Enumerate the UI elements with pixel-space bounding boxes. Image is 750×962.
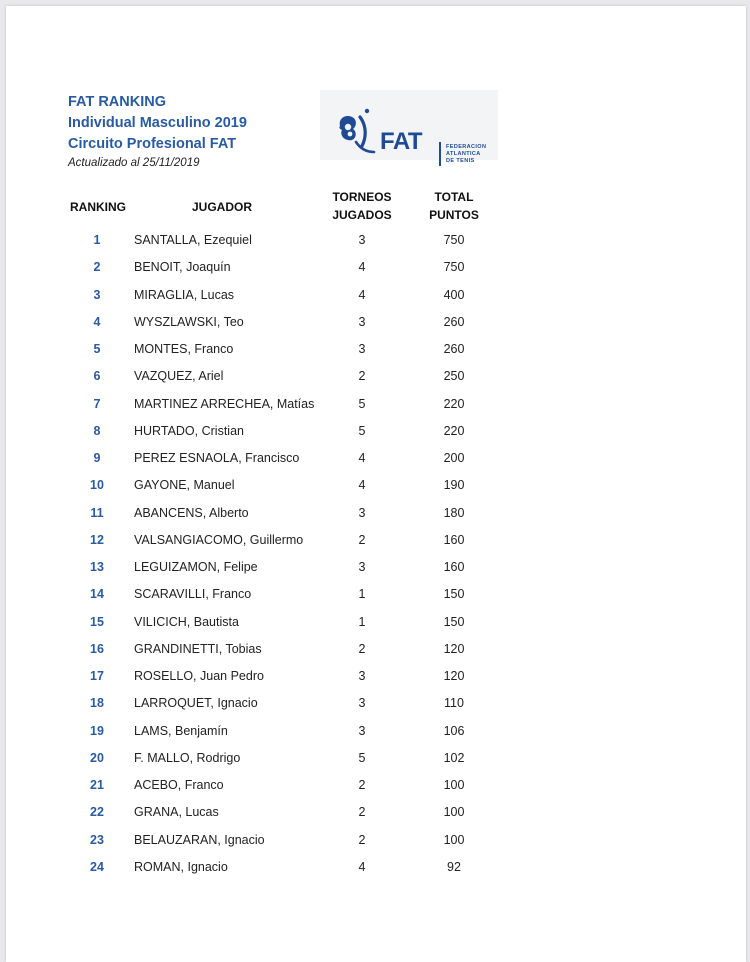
- table-row: [6, 394, 746, 414]
- player-name-cell: GRANA, Lucas: [134, 805, 219, 820]
- points-cell: 250: [443, 369, 465, 384]
- player-name-cell: VILICICH, Bautista: [134, 614, 239, 629]
- rank-cell: 23: [90, 832, 104, 847]
- table-row: [6, 312, 746, 332]
- table-row: [6, 285, 746, 305]
- column-header-jugador: JUGADOR: [191, 200, 252, 214]
- table-row: [6, 802, 746, 822]
- table-row: [6, 448, 746, 468]
- logo-divider: [439, 142, 441, 166]
- column-header-torneos: TORNEOS JUGADOS: [332, 190, 392, 222]
- logo-federation-text: FEDERACION ATLANTICA DE TENIS: [446, 144, 487, 164]
- tournaments-cell: 2: [358, 832, 366, 847]
- table-row: [6, 775, 746, 795]
- tournaments-cell: 3: [358, 233, 366, 247]
- fat-logo: [320, 90, 498, 164]
- points-cell: 120: [443, 641, 465, 656]
- points-cell: 260: [443, 314, 465, 329]
- points-cell: 100: [443, 805, 465, 820]
- player-name-cell: GAYONE, Manuel: [134, 478, 235, 493]
- rank-cell: 24: [90, 859, 104, 874]
- rank-cell: 18: [90, 696, 104, 711]
- rank-cell: 19: [90, 723, 104, 738]
- player-name-cell: SANTALLA, Ezequiel: [134, 233, 252, 247]
- points-cell: 92: [447, 859, 461, 874]
- table-row: [6, 666, 746, 686]
- player-name-cell: WYSZLAWSKI, Teo: [134, 314, 244, 329]
- rank-cell: 20: [90, 750, 104, 765]
- table-row: [6, 366, 746, 386]
- tournaments-cell: 4: [358, 451, 366, 465]
- points-cell: 180: [443, 505, 465, 520]
- update-date: Actualizado al 25/11/2019: [68, 157, 200, 169]
- player-name-cell: ROMAN, Ignacio: [134, 859, 228, 874]
- table-row: [6, 475, 746, 495]
- table-row: [6, 612, 746, 632]
- tournaments-cell: 5: [358, 750, 366, 765]
- circuit-name: Circuito Profesional FAT: [68, 136, 237, 152]
- rank-cell: 15: [90, 614, 104, 629]
- player-name-cell: BELAUZARAN, Ignacio: [134, 832, 265, 847]
- points-cell: 160: [443, 560, 465, 574]
- rank-cell: 8: [93, 423, 101, 438]
- points-cell: 190: [443, 478, 465, 493]
- column-header-puntos: TOTAL PUNTOS: [429, 190, 479, 222]
- tournaments-cell: 3: [358, 723, 366, 738]
- rank-cell: 9: [93, 451, 101, 465]
- rank-cell: 16: [90, 641, 104, 656]
- points-cell: 106: [443, 723, 465, 738]
- rank-cell: 7: [93, 396, 101, 411]
- player-name-cell: VALSANGIACOMO, Guillermo: [134, 532, 304, 547]
- document-subtitle: Individual Masculino 2019: [68, 115, 247, 131]
- rank-cell: 10: [90, 478, 104, 493]
- tournaments-cell: 3: [358, 342, 366, 356]
- player-name-cell: MARTINEZ ARRECHEA, Matías: [134, 396, 315, 411]
- tournaments-cell: 5: [358, 423, 366, 438]
- tournaments-cell: 1: [358, 614, 366, 629]
- rank-cell: 2: [93, 260, 101, 275]
- rank-cell: 12: [90, 532, 104, 547]
- points-cell: 102: [443, 750, 465, 765]
- table-row: [6, 503, 746, 523]
- table-row: [6, 639, 746, 659]
- player-name-cell: ABANCENS, Alberto: [134, 505, 249, 520]
- points-cell: 750: [443, 233, 465, 247]
- rank-cell: 1: [93, 233, 101, 247]
- table-row: [6, 230, 746, 250]
- points-cell: 150: [443, 614, 465, 629]
- player-name-cell: VAZQUEZ, Ariel: [134, 369, 224, 384]
- tournaments-cell: 4: [358, 859, 366, 874]
- points-cell: 120: [443, 669, 465, 683]
- tournaments-cell: 2: [358, 805, 366, 820]
- player-name-cell: HURTADO, Cristian: [134, 423, 244, 438]
- tournaments-cell: 4: [358, 287, 366, 302]
- points-cell: 200: [443, 451, 465, 465]
- player-name-cell: GRANDINETTI, Tobias: [134, 641, 262, 656]
- player-name-cell: LEGUIZAMON, Felipe: [134, 560, 258, 574]
- table-row: [6, 530, 746, 550]
- tournaments-cell: 3: [358, 505, 366, 520]
- title-block: [68, 92, 247, 169]
- tournaments-cell: 1: [358, 587, 366, 602]
- player-name-cell: MIRAGLIA, Lucas: [134, 287, 235, 302]
- table-row: [6, 693, 746, 713]
- tournaments-cell: 3: [358, 560, 366, 574]
- points-cell: 150: [443, 587, 465, 602]
- tournaments-cell: 5: [358, 396, 366, 411]
- document-page: [6, 6, 746, 962]
- rank-cell: 17: [90, 669, 104, 683]
- points-cell: 260: [443, 342, 465, 356]
- player-name-cell: ROSELLO, Juan Pedro: [134, 669, 264, 683]
- document-title: FAT RANKING: [68, 94, 167, 110]
- tournaments-cell: 2: [358, 369, 366, 384]
- tournaments-cell: 4: [358, 478, 366, 493]
- rank-cell: 21: [90, 778, 104, 792]
- table-row: [6, 557, 746, 577]
- points-cell: 100: [443, 778, 465, 792]
- points-cell: 220: [443, 396, 465, 411]
- points-cell: 160: [443, 532, 465, 547]
- player-name-cell: LAMS, Benjamín: [134, 723, 228, 738]
- points-cell: 750: [443, 260, 465, 275]
- tournaments-cell: 4: [358, 260, 366, 275]
- rank-cell: 13: [90, 560, 104, 574]
- player-name-cell: PEREZ ESNAOLA, Francisco: [134, 451, 300, 465]
- tournaments-cell: 2: [358, 778, 366, 792]
- player-name-cell: LARROQUET, Ignacio: [134, 696, 258, 711]
- points-cell: 110: [444, 696, 464, 711]
- tournaments-cell: 3: [358, 696, 366, 711]
- table-row: [6, 748, 746, 768]
- tournaments-cell: 3: [358, 314, 366, 329]
- points-cell: 400: [443, 287, 465, 302]
- rank-cell: 14: [90, 587, 104, 602]
- table-row: [6, 421, 746, 441]
- player-name-cell: ACEBO, Franco: [134, 778, 224, 792]
- rank-cell: 6: [93, 369, 101, 384]
- table-row: [6, 584, 746, 604]
- points-cell: 100: [443, 832, 465, 847]
- player-name-cell: SCARAVILLI, Franco: [134, 587, 252, 602]
- rank-cell: 4: [93, 314, 101, 329]
- rank-cell: 11: [90, 505, 104, 520]
- table-row: [6, 257, 746, 277]
- tournaments-cell: 3: [358, 669, 366, 683]
- rank-cell: 5: [93, 342, 101, 356]
- rank-cell: 3: [93, 287, 101, 302]
- player-name-cell: F. MALLO, Rodrigo: [134, 750, 241, 765]
- player-name-cell: MONTES, Franco: [134, 342, 234, 356]
- tournaments-cell: 2: [358, 641, 366, 656]
- points-cell: 220: [443, 423, 465, 438]
- logo-fat-text: FAT: [380, 128, 423, 155]
- tournaments-cell: 2: [358, 532, 366, 547]
- player-name-cell: BENOIT, Joaquín: [134, 260, 231, 275]
- rank-cell: 22: [90, 805, 104, 820]
- table-row: [6, 857, 746, 877]
- column-header-ranking: RANKING: [70, 200, 126, 214]
- table-row: [6, 721, 746, 741]
- table-row: [6, 830, 746, 850]
- table-row: [6, 339, 746, 359]
